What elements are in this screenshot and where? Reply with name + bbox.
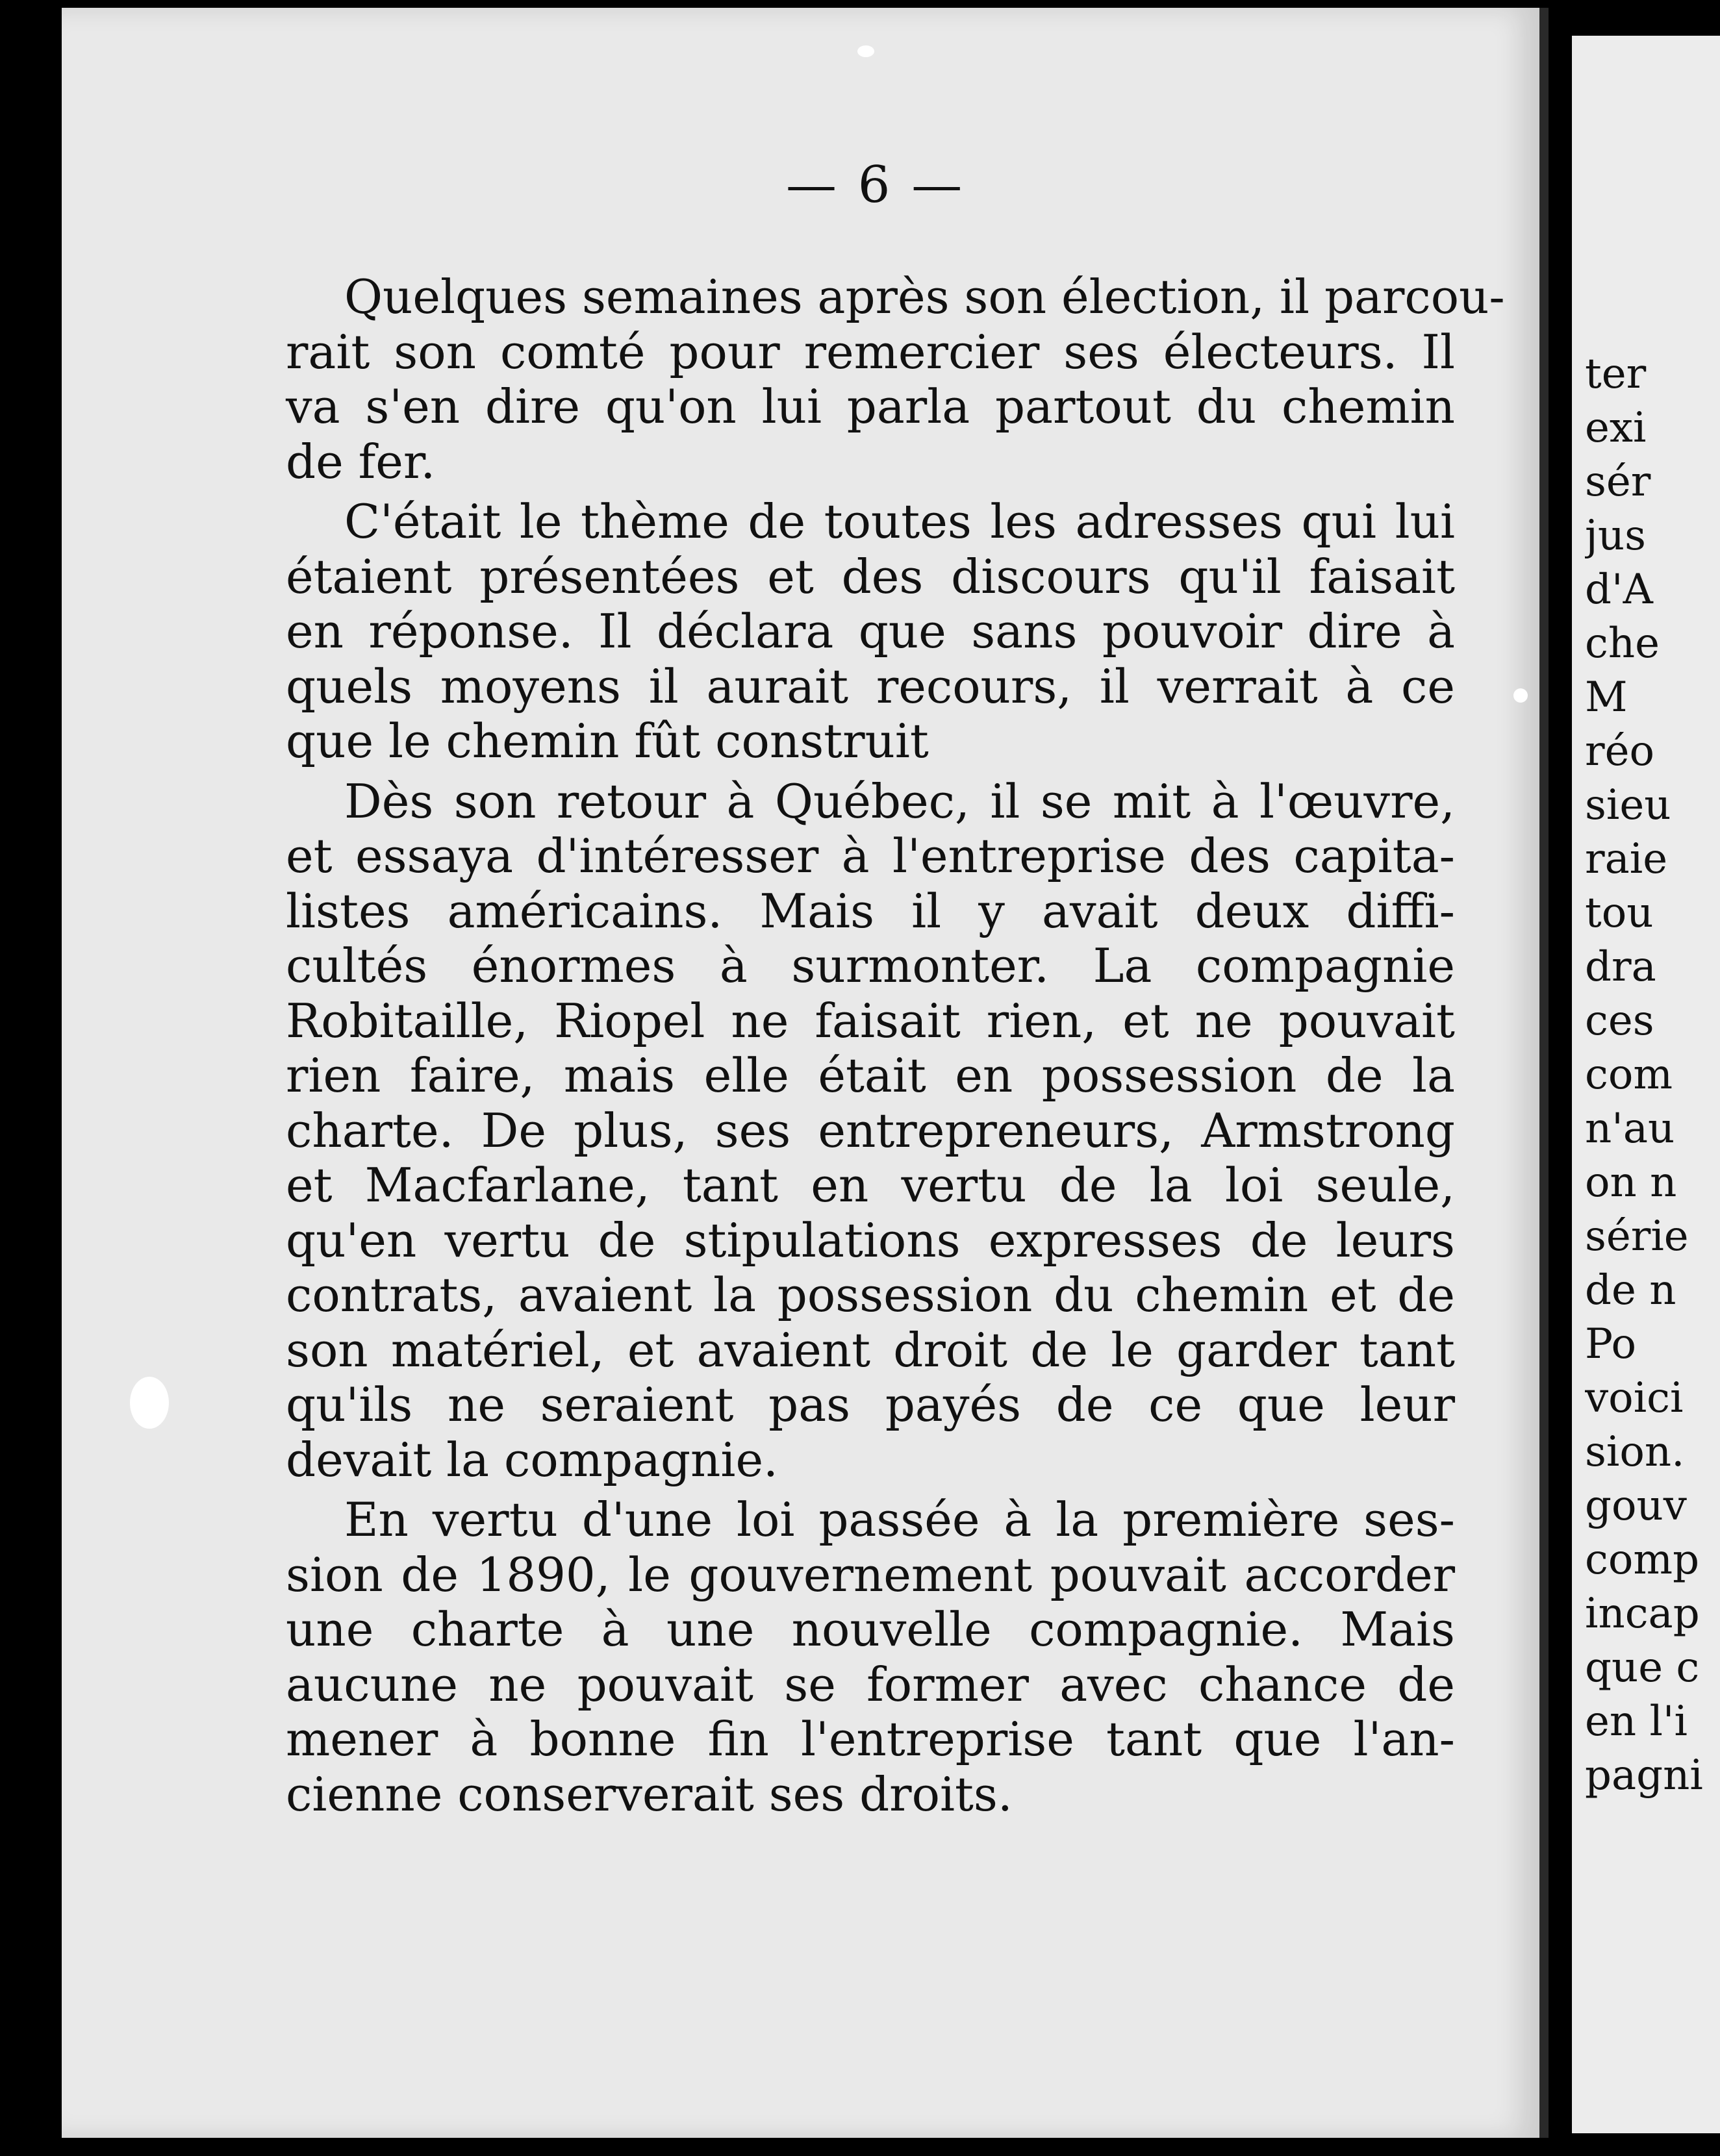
paragraph-3: [286, 774, 1455, 1488]
right-page-text: [1585, 347, 1720, 1803]
right-page-line: pagni: [1585, 1751, 1703, 1799]
right-page-line: tou: [1585, 889, 1654, 937]
right-page-line: sieu: [1585, 781, 1671, 829]
text-line: que le chemin fût construit: [286, 714, 929, 768]
text-line: cultés énormes à surmonter. La compagnie: [286, 938, 1455, 993]
text-line: mener à bonne fin l'entreprise tant que l'an-: [286, 1712, 1455, 1766]
text-line: devait la compagnie.: [286, 1432, 778, 1487]
paragraph-1: [286, 270, 1505, 489]
text-line: de fer.: [286, 434, 436, 489]
right-page-line: de n: [1585, 1266, 1676, 1314]
text-line: en réponse. Il déclara que sans pouvoir dire à: [286, 604, 1455, 658]
right-page-line: jus: [1585, 512, 1646, 560]
text-line: son matériel, et avaient droit de le garder tant: [286, 1322, 1455, 1377]
right-page-line: com: [1585, 1051, 1673, 1099]
right-page-line: série: [1585, 1212, 1689, 1260]
text-line: et Macfarlane, tant en vertu de la loi seule,: [286, 1158, 1455, 1212]
text-line: aucune ne pouvait se former avec chance de: [286, 1657, 1455, 1712]
page-number: — 6 —: [786, 156, 965, 214]
right-page-line: che: [1585, 620, 1660, 668]
text-line: En vertu d'une loi passée à la première ses-: [344, 1492, 1455, 1547]
right-page-line: Po: [1585, 1320, 1636, 1368]
text-line: Robitaille, Riopel ne faisait rien, et ne pouvait: [286, 993, 1455, 1048]
text-line: va s'en dire qu'on lui parla partout du chemin: [286, 379, 1455, 434]
right-page-line: M: [1585, 673, 1628, 721]
paper-speck: [1513, 688, 1528, 703]
text-line: sion de 1890, le gouvernement pouvait accorder: [286, 1547, 1455, 1602]
text-line: contrats, avaient la possession du chemin et de: [286, 1268, 1455, 1322]
right-page-line: dra: [1585, 943, 1656, 991]
text-line: cienne conserverait ses droits.: [286, 1766, 1013, 1822]
text-line: quels moyens il aurait recours, il verrait à ce: [286, 658, 1455, 714]
text-line: rien faire, mais elle était en possession de la: [286, 1048, 1455, 1103]
text-line: Dès son retour à Québec, il se mit à l'œuvre,: [344, 773, 1455, 829]
text-line: charte. De plus, ses entrepreneurs, Armstrong: [286, 1103, 1455, 1158]
right-page-line: incap: [1585, 1590, 1700, 1638]
right-page-line: on n: [1585, 1159, 1677, 1207]
text-line: et essaya d'intéresser à l'entreprise des capita-: [286, 829, 1455, 883]
text-line: rait son comté pour remercier ses électeurs. Il: [286, 324, 1455, 379]
text-line: qu'en vertu de stipulations expresses de leurs: [286, 1212, 1455, 1268]
right-page-line: n'au: [1585, 1105, 1675, 1153]
right-page-line: voici: [1585, 1374, 1684, 1422]
right-page-line: raie: [1585, 835, 1668, 883]
paper-speck: [857, 45, 874, 57]
right-page-line: en l'i: [1585, 1698, 1688, 1746]
right-page-line: d'A: [1585, 566, 1653, 614]
text-line: Quelques semaines après son élection, il parcou-: [344, 270, 1505, 324]
right-page-line: gouv: [1585, 1482, 1687, 1530]
paragraph-4: [286, 1492, 1455, 1822]
paragraph-2: [286, 494, 1455, 769]
right-page-line: exi: [1585, 404, 1647, 452]
right-page-line: réo: [1585, 727, 1654, 775]
right-page-line: sion.: [1585, 1428, 1685, 1476]
right-page-line: ces: [1585, 997, 1654, 1045]
text-line: étaient présentées et des discours qu'il faisait: [286, 549, 1455, 604]
right-page-line: que c: [1585, 1644, 1700, 1692]
right-page-line: comp: [1585, 1536, 1700, 1584]
text-line: une charte à une nouvelle compagnie. Mais: [286, 1602, 1455, 1657]
right-page-line: ter: [1585, 350, 1647, 398]
body-text: [286, 270, 1505, 1827]
text-line: qu'ils ne seraient pas payés de ce que leur: [286, 1377, 1455, 1432]
right-page-line: sér: [1585, 458, 1651, 506]
paper-speck: [130, 1377, 169, 1429]
text-line: listes américains. Mais il y avait deux diffi-: [286, 883, 1455, 938]
text-line: C'était le thème de toutes les adresses qui lui: [344, 494, 1455, 549]
